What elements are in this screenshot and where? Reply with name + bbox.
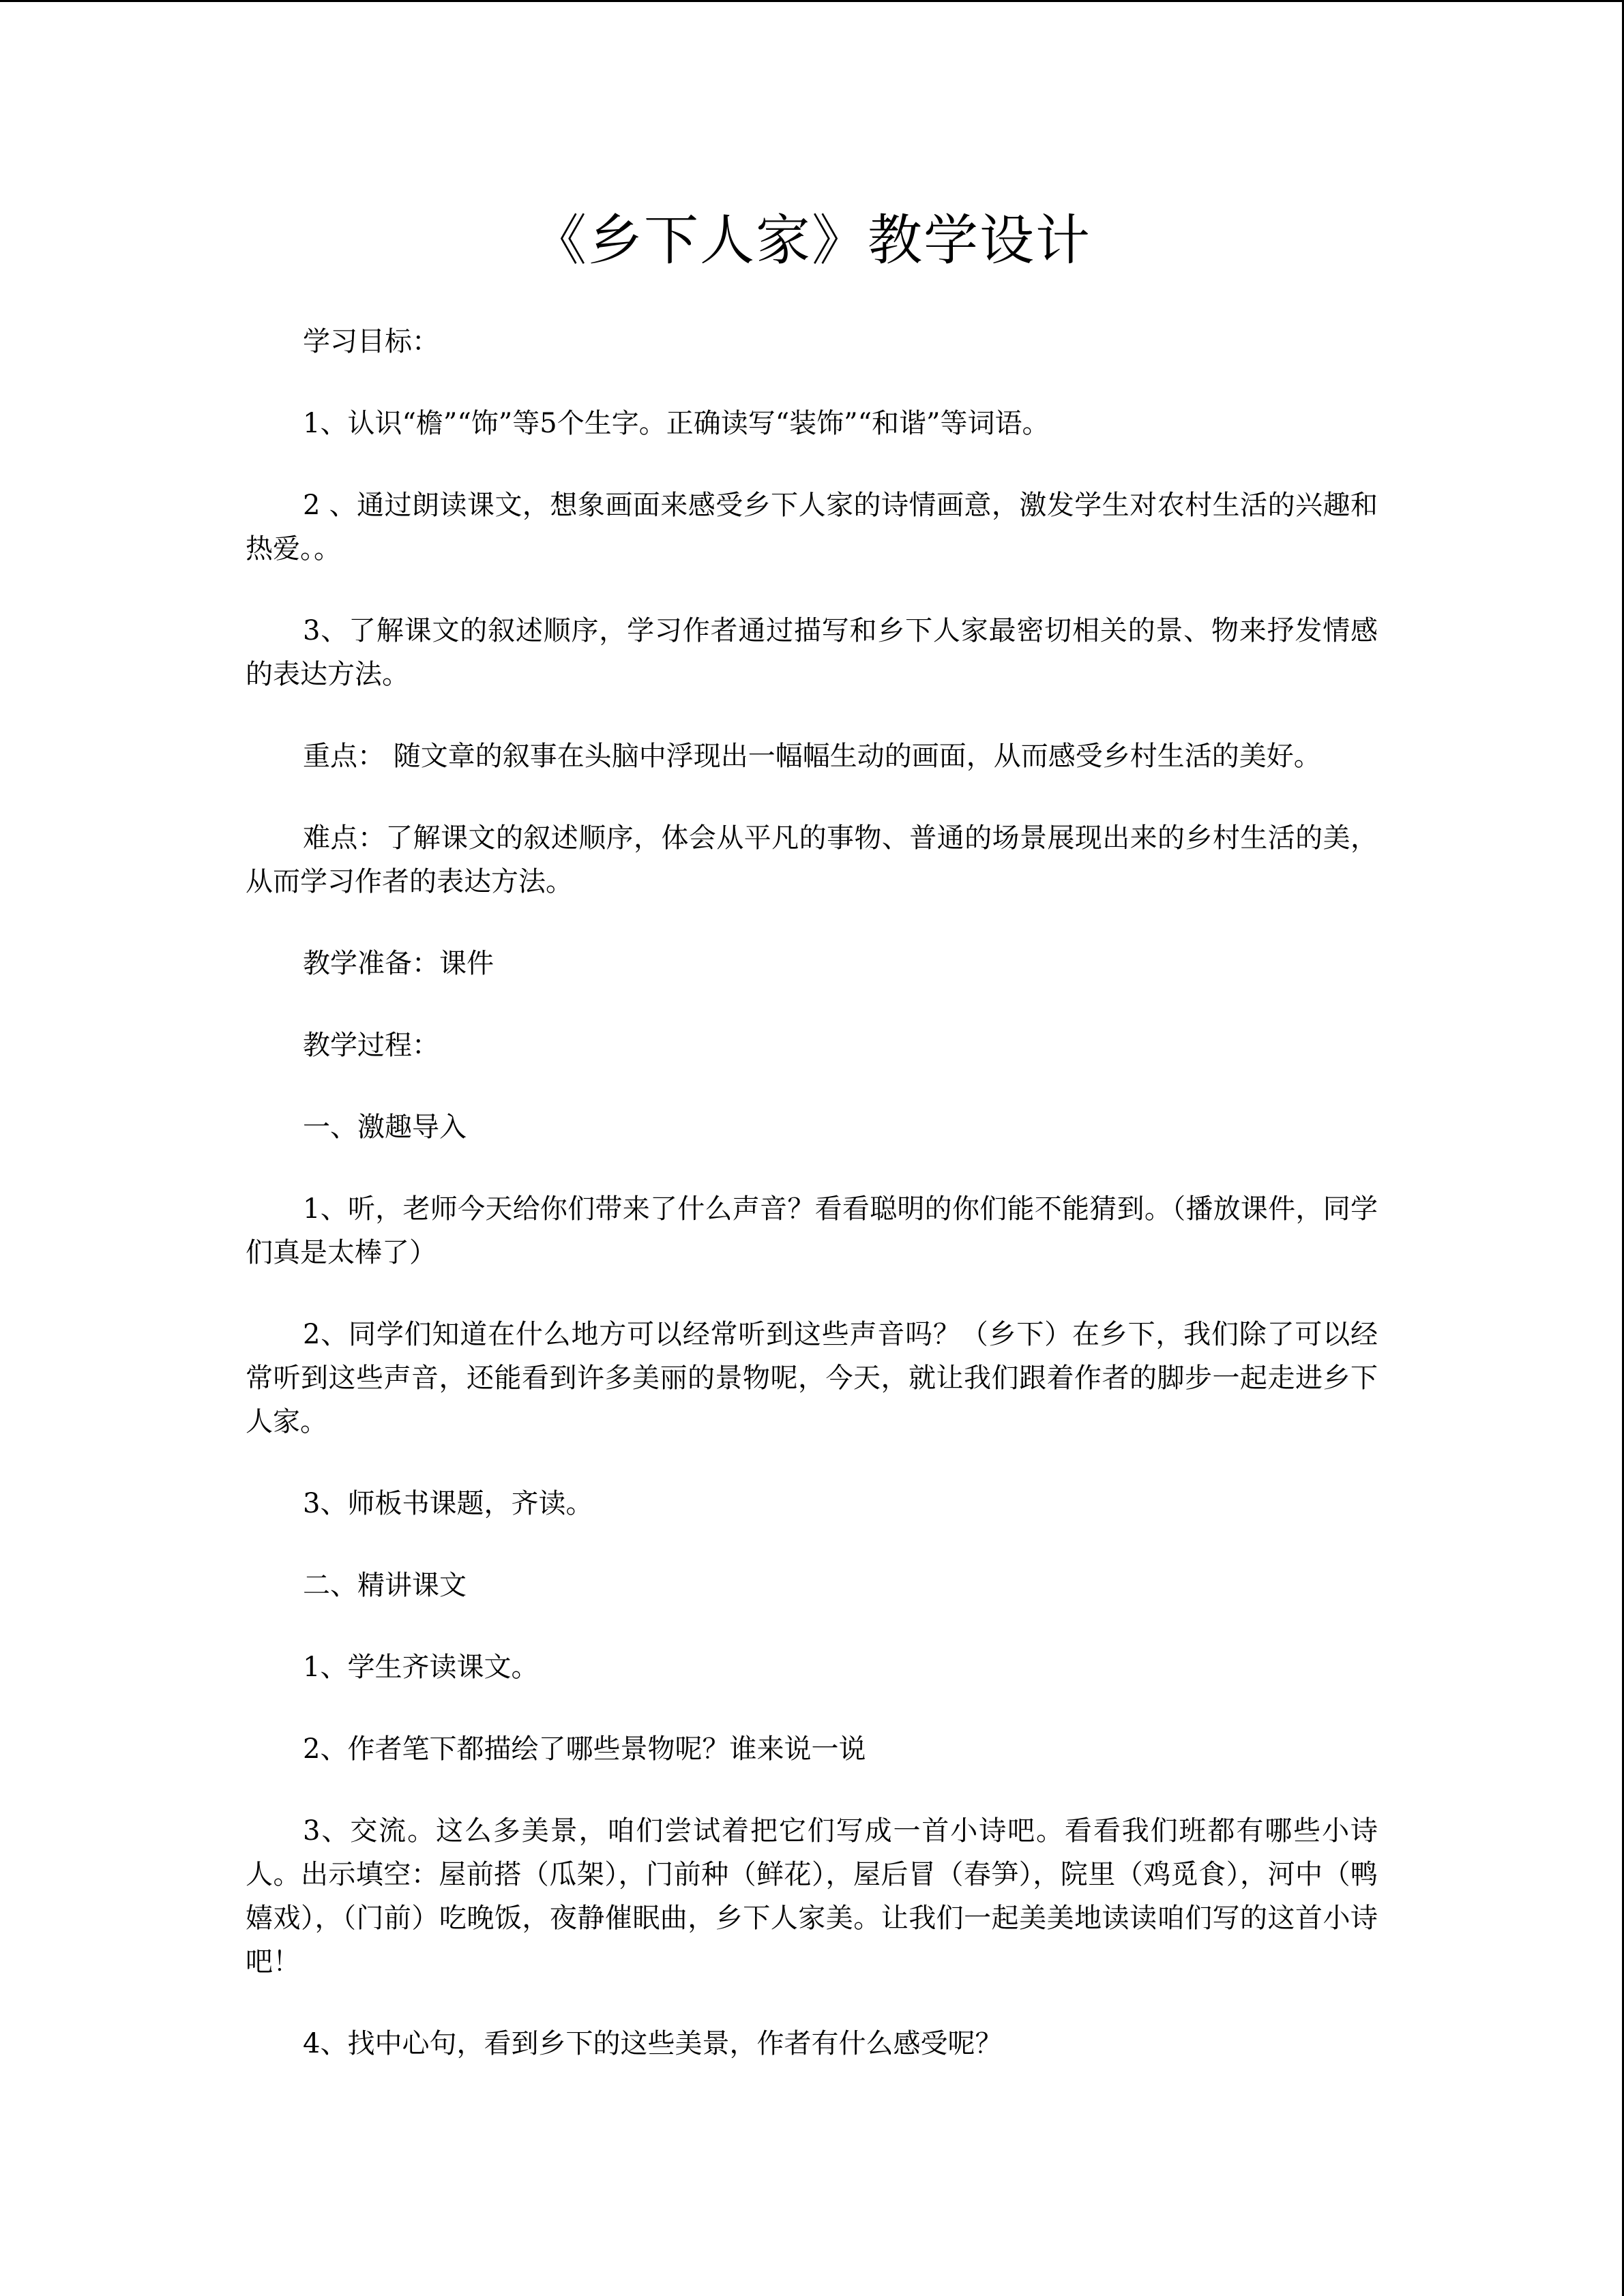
paragraph-difficulty: 难点：了解课文的叙述顺序，体会从平凡的事物、普通的场景展现出来的乡村生活的美，从而学习作者的表达方法。: [246, 822, 1378, 897]
paragraph-step-2-1: 1、学生齐读课文。: [303, 1652, 539, 1683]
paragraph-section-1-heading: 一、激趣导入: [303, 1112, 467, 1143]
paragraph-step-1-1: 1、听，老师今天给你们带来了什么声音？看看聪明的你们能不能猜到。（播放课件，同学们真是太棒了）: [246, 1193, 1378, 1268]
paragraph-goal-1: 1、认识“檐”“饰”等5个生字。正确读写“装饰”“和谐”等词语。: [303, 408, 1050, 439]
document-title: 《乡下人家》教学设计: [532, 209, 1091, 272]
paragraph-process-heading: 教学过程：: [303, 1030, 439, 1061]
paragraph-step-2-4: 4、找中心句，看到乡下的这些美景，作者有什么感受呢？: [303, 2028, 1003, 2059]
paragraph-step-1-3: 3、师板书课题，齐读。: [303, 1488, 593, 1519]
paragraph-key-point: 重点： 随文章的叙事在头脑中浮现出一幅幅生动的画面，从而感受乡村生活的美好。: [303, 741, 1321, 772]
paragraph-goal-2: 2 、通过朗读课文，想象画面来感受乡下人家的诗情画意，激发学生对农村生活的兴趣和热爱。。: [246, 490, 1378, 565]
document-body: [246, 200, 1378, 2104]
paragraph-preparation: 教学准备：课件: [303, 948, 494, 979]
paragraph-section-2-heading: 二、精讲课文: [303, 1570, 467, 1601]
paragraph-step-1-2: 2、同学们知道在什么地方可以经常听到这些声音吗？（乡下）在乡下，我们除了可以经常听到这些声音，还能看到许多美丽的景物呢，今天，就让我们跟着作者的脚步一起走进乡下人家。: [246, 1319, 1378, 1437]
paragraph-step-2-3: 3、交流。这么多美景，咱们尝试着把它们写成一首小诗吧。看看我们班都有哪些小诗人。出示填空：屋前搭（瓜架），门前种（鲜花），屋后冒（春笋），院里（鸡觅食），河中（鸭嬉戏），（门前）吃晚饭，夜静催眠曲，乡下人家美。让我们一起美美地读读咱们写的这首小诗吧！: [246, 1815, 1378, 1978]
paragraph-learning-goals-heading: 学习目标：: [303, 326, 439, 357]
paragraph-goal-3: 3、了解课文的叙述顺序，学习作者通过描写和乡下人家最密切相关的景、物来抒发情感的表达方法。: [246, 615, 1378, 690]
paragraph-step-2-2: 2、作者笔下都描绘了哪些景物呢？谁来说一说: [303, 1733, 866, 1765]
